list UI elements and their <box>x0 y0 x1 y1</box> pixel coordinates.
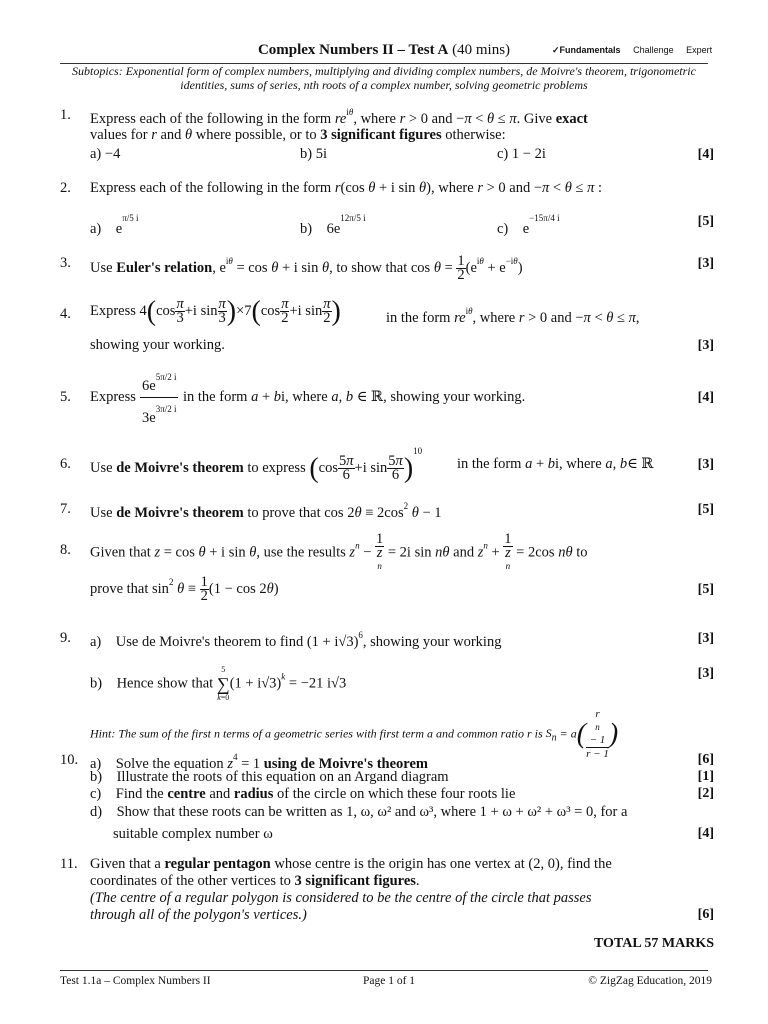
subtopics: Subtopics: Exponential form of complex numbers, multiplying and dividing complex numbers, de Moivre's theorem, trigonometric identities, sums of series, nth roots of a complex number, solving geometric problems <box>72 64 696 92</box>
q9-marks-b: [3] <box>697 666 714 681</box>
q6-number: 6. <box>60 456 71 472</box>
q4-expression: Express 4(cos $\frac{\pi}{3}$ +i sin $\frac{\pi}{3}$ )×7(cos $\frac{\pi}{2}$ +i sin $\frac{\pi}{2}$ ) <box>90 296 341 327</box>
q1-part-a: a) −4 <box>90 146 121 162</box>
q3-marks: [3] <box>697 256 714 271</box>
q4-number: 4. <box>60 306 71 322</box>
q10-marks-c: [2] <box>697 786 714 801</box>
q6-expression: Use de Moivre's theorem to express (cos $\frac{5\pi}{6}$ +i sin $\frac{5\pi}{6}$ )$^{10}$ <box>90 446 423 484</box>
q11-number: 11. <box>60 856 78 872</box>
q6-marks: [3] <box>697 457 714 472</box>
q9-number: 9. <box>60 630 71 646</box>
q7-number: 7. <box>60 501 71 517</box>
q3-number: 3. <box>60 255 71 271</box>
level-challenge: Challenge <box>633 45 674 55</box>
q9-part-b: b) Hence show that 5 ∑ k=0 $(1 + i√3)^k = -21$ i√3 <box>90 665 347 702</box>
level-fundamentals: ✓Fundamentals <box>552 45 621 55</box>
q8-number: 8. <box>60 542 71 558</box>
q11-line3: (The centre of a regular polygon is considered to be the centre of the circle that passes <box>90 890 592 906</box>
q5-number: 5. <box>60 389 71 405</box>
total-marks: TOTAL 57 MARKS <box>593 936 714 951</box>
q1-part-b: b) 5i <box>300 146 327 162</box>
q1-text-line2: values for r and θ where possible, or to 3 significant figures otherwise: <box>90 127 506 143</box>
q9-hint: Hint: The sum of the first n terms of a geometric series with first term a and common ratio r is $S_n = a$( r n − 1 r − 1 ) <box>90 708 619 760</box>
q5-prefix: Express <box>90 389 136 405</box>
q8-text: Given that z = cos θ + i sin θ, use the results $z^n$ − 1 z n = 2i sin nθ and $z^n$ + 1 z n = 2cos nθ to <box>90 531 588 571</box>
q1-marks: [4] <box>697 147 714 162</box>
q4-line2: showing your working. <box>90 337 225 353</box>
difficulty-levels <box>552 45 722 56</box>
q11-line2: coordinates of the other vertices to 3 significant figures. <box>90 873 420 889</box>
q11-marks: [6] <box>697 907 714 922</box>
q1-part-c: c) 1 − 2i <box>497 146 546 162</box>
q10-part-a: a) Solve the equation $z^4 = 1$ using de Moivre's theorem <box>90 752 428 772</box>
footer-rule <box>60 970 708 971</box>
q11-line1: Given that a regular pentagon whose centre is the origin has one vertex at (2, 0), find the <box>90 856 612 872</box>
footer-left: Test 1.1a – Complex Numbers II <box>60 975 211 987</box>
q2-number: 2. <box>60 180 71 196</box>
q9-marks-a: [3] <box>697 631 714 646</box>
q8-marks: [5] <box>697 582 714 597</box>
q9-part-a: a) Use de Moivre's theorem to find $(1 + i√3)^6$, showing your working <box>90 630 502 650</box>
q10-marks-d: [4] <box>697 826 714 841</box>
q10-marks-b: [1] <box>697 769 714 784</box>
q10-part-d-line2: suitable complex number ω <box>113 826 273 842</box>
q1-text-line1: Express each of the following in the form $re^{i\theta}$, where r > 0 and −π < θ ≤ π. Give exact <box>90 107 588 127</box>
q2-text: Express each of the following in the form r(cos θ + i sin θ), where r > 0 and −π < θ ≤ π : <box>90 180 602 196</box>
level-expert: Expert <box>686 45 713 55</box>
footer-copyright: © ZigZag Education, 2019 <box>588 975 712 987</box>
q4-text: in the form $re^{i\theta}$, where r > 0 and −π < θ ≤ π, <box>386 306 640 326</box>
q10-part-b: b) Illustrate the roots of this equation on an Argand diagram <box>90 769 449 785</box>
q11-line4: through all of the polygon's vertices.) <box>90 907 307 923</box>
q10-marks-a: [6] <box>697 752 714 767</box>
q2-part-c: c) $e^{-15\pi/4 i}$ <box>497 213 560 237</box>
q7-marks: [5] <box>697 502 714 517</box>
q7-text: Use de Moivre's theorem to prove that $\cos 2\theta \equiv 2\cos^2$ θ − 1 <box>90 501 442 521</box>
q1-number: 1. <box>60 107 71 123</box>
q5-text: in the form a + bi, where a, b ∈ ℝ, showing your working. <box>183 389 526 405</box>
q5-fraction: $6e^{5\pi/2 i}$ $3e^{3\pi/2 i}$ <box>140 366 178 429</box>
q10-part-d: d) Show that these roots can be written as 1, ω, ω² and ω³, where 1 + ω + ω² + ω³ = 0, for a <box>90 804 628 820</box>
footer-page: Page 1 of 1 <box>363 975 416 987</box>
q8-line2: prove that $\sin^2 \theta$ ≡ $\frac{1}{2}$ (1 − cos 2θ) <box>90 574 279 604</box>
q4-marks: [3] <box>697 338 714 353</box>
q10-number: 10. <box>60 752 79 768</box>
q10-part-c: c) Find the centre and radius of the circle on which these four roots lie <box>90 786 516 802</box>
q2-marks: [5] <box>697 214 714 229</box>
q6-text: in the form a + bi, where a, b∈ ℝ <box>457 456 654 472</box>
q5-marks: [4] <box>697 390 714 405</box>
q2-part-b: b) $6e^{12\pi/5 i}$ <box>300 213 366 237</box>
q3-text: Use Euler's relation, $e^{i\theta} = \cos \theta + i$ sin θ, to show that cos θ = $\frac{1}{2}$ $(e^{i\theta} + e^{-i\theta})$ <box>90 253 523 283</box>
q2-part-a: a) $e^{\pi/5 i}$ <box>90 213 139 237</box>
page-title: Complex Numbers II – Test A (40 mins) <box>257 42 511 58</box>
